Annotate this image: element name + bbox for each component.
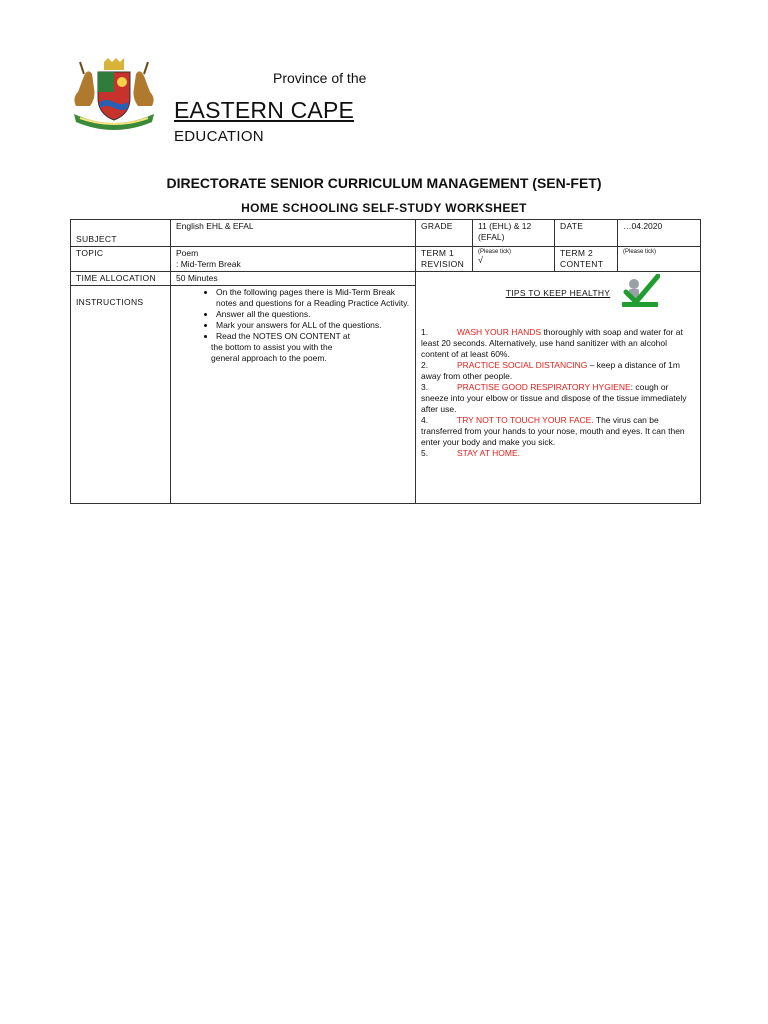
tip-number: 5. (421, 448, 429, 458)
term1-tick-cell[interactable] (473, 247, 555, 272)
subject-value: English EHL & EFAL (171, 220, 416, 247)
tip-text: – keep a distance of 1m away from other people. (421, 360, 680, 381)
topic-value (171, 247, 416, 272)
region-title: EASTERN CAPE (174, 97, 355, 123)
tip-item (421, 448, 695, 459)
coat-of-arms-icon (70, 58, 158, 130)
tip-item (421, 327, 695, 360)
subject-label: SUBJECT (71, 220, 171, 247)
instruction-item: • Read the NOTES ON CONTENT at (216, 331, 410, 342)
tip-item (421, 415, 695, 448)
worksheet-title: HOME SCHOOLING SELF-STUDY WORKSHEET (241, 201, 527, 215)
topic-line-1: Poem (176, 248, 199, 258)
term2-label (555, 247, 618, 272)
time-label: TIME ALLOCATION (71, 272, 171, 286)
directorate-heading: DIRECTORATE SENIOR CURRICULUM MANAGEMENT (SEN-FET) (166, 175, 602, 191)
tip-number: 1. (421, 327, 429, 337)
subject-row (71, 220, 701, 247)
time-row (71, 272, 701, 286)
term1-note: (Please tick) (478, 249, 512, 255)
tip-item (421, 382, 695, 415)
date-value: …04.2020 (618, 220, 701, 247)
term2-label-line-1: TERM 2 (560, 248, 593, 258)
time-value: 50 Minutes (171, 272, 416, 286)
term1-label-line-1: TERM 1 (421, 248, 454, 258)
instructions-continued-1: the bottom to assist you with the (211, 342, 333, 352)
term1-label (416, 247, 473, 272)
topic-row (71, 247, 701, 272)
term1-tick: √ (478, 255, 483, 265)
term2-tick-cell[interactable] (618, 247, 701, 272)
term1-label-line-2: REVISION (421, 259, 465, 269)
tip-text: The virus can be transferred from your hands to your nose, mouth and eyes. It can then enter your body and make you sick. (421, 415, 685, 447)
topic-label: TOPIC (71, 247, 171, 272)
province-label: Province of the (273, 70, 367, 86)
topic-line-2: : Mid-Term Break (176, 259, 241, 269)
tip-lead: PRACTICE SOCIAL DISTANCING (457, 360, 588, 370)
term2-label-line-2: CONTENT (560, 259, 604, 269)
instruction-item: • Mark your answers for ALL of the questions. (216, 320, 410, 331)
instruction-item: • On the following pages there is Mid-Term Break notes and questions for a Reading Practice Activity. (216, 287, 410, 309)
grade-label: GRADE (416, 220, 473, 247)
tip-item (421, 360, 695, 382)
tip-text: thoroughly with soap and water for at least 20 seconds. Alternatively, use hand sanitizer with an alcohol content of at least 60%. (421, 327, 683, 359)
tip-lead: WASH YOUR HANDS (457, 327, 542, 337)
tip-lead: PRACTISE GOOD RESPIRATORY HYGIENE (457, 382, 631, 392)
date-label: DATE (555, 220, 618, 247)
tips-list (421, 327, 695, 459)
tip-lead: STAY AT HOME. (457, 448, 520, 458)
instructions-continued-2: general approach to the poem. (211, 353, 327, 363)
tip-number: 3. (421, 382, 429, 392)
instructions-list (176, 287, 410, 342)
instruction-item: • Answer all the questions. (216, 309, 410, 320)
health-tips-check-icon (620, 274, 660, 308)
grade-value: 11 (EHL) & 12 (EFAL) (473, 220, 555, 247)
health-tips-cell (416, 272, 701, 504)
tip-lead: TRY NOT TO TOUCH YOUR FACE. (457, 415, 594, 425)
tip-text: : cough or sneeze into your elbow or tissue and dispose of the tissue immediately after use. (421, 382, 687, 414)
tip-number: 4. (421, 415, 429, 425)
worksheet-info-table (70, 219, 701, 504)
instructions-label: INSTRUCTIONS (71, 286, 171, 504)
tips-heading: TIPS TO KEEP HEALTHY (505, 288, 611, 298)
term2-note: (Please tick) (623, 249, 657, 255)
instructions-cell (171, 286, 416, 504)
tip-number: 2. (421, 360, 429, 370)
department-label: EDUCATION (174, 128, 264, 145)
